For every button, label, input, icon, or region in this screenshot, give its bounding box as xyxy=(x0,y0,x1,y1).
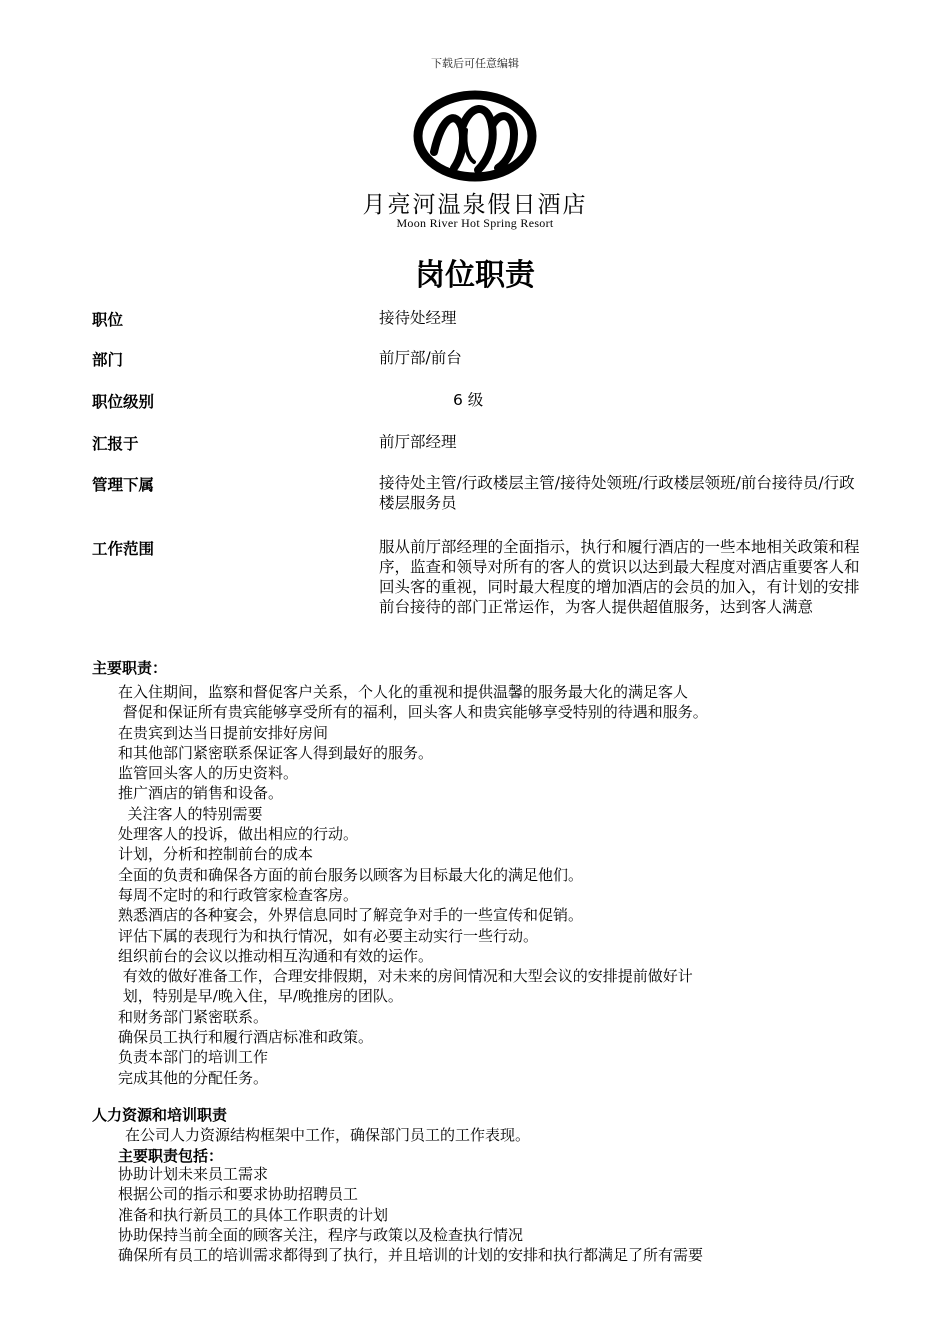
list-item: 完成其他的分配任务。 xyxy=(118,1068,269,1087)
list-item: 确保所有员工的培训需求都得到了执行，并且培训的计划的安排和执行都满足了所有需要 xyxy=(118,1246,704,1265)
field-value-position: 接待处经理 xyxy=(379,309,457,327)
list-item: 负责本部门的培训工作 xyxy=(118,1048,269,1067)
hr-duties-list xyxy=(118,1164,703,1265)
list-item: 在入住期间，监察和督促客户关系，个人化的重视和提供温馨的服务最大化的满足客人 xyxy=(118,683,689,701)
hr-duties-intro: 在公司人力资源结构框架中工作，确保部门员工的工作表现。 xyxy=(125,1126,531,1144)
list-item: 评估下属的表现行为和执行情况，如有必要主动实行一些行动。 xyxy=(118,926,539,945)
field-label-level: 职位级别 xyxy=(92,393,155,411)
list-item: 确保员工执行和履行酒店标准和政策。 xyxy=(118,1028,374,1047)
list-item: 处理客人的投诉，做出相应的行动。 xyxy=(118,825,359,844)
list-item: 在贵宾到达当日提前安排好房间 xyxy=(118,723,329,742)
list-item: 监管回头客人的历史资料。 xyxy=(118,764,299,783)
field-label-position: 职位 xyxy=(92,311,124,329)
list-item: 准备和执行新员工的具体工作职责的计划 xyxy=(118,1205,389,1224)
field-label-subordinates: 管理下属 xyxy=(92,476,155,494)
list-item: 每周不定时的和行政管家检查客房。 xyxy=(118,885,359,904)
field-value-department: 前厅部/前台 xyxy=(379,349,462,367)
hr-duties-heading: 人力资源和培训职责 xyxy=(92,1106,228,1124)
field-label-department: 部门 xyxy=(92,351,124,369)
list-item: 协助计划未来员工需求 xyxy=(118,1165,269,1183)
field-label-scope: 工作范围 xyxy=(92,540,155,558)
list-item: 全面的负责和确保各方面的前台服务以顾客为目标最大化的满足他们。 xyxy=(118,865,584,884)
hotel-name-chinese: 月亮河温泉假日酒店 xyxy=(362,192,588,218)
list-item: 关注客人的特别需要 xyxy=(118,804,263,823)
hr-duties-subheading: 主要职责包括： xyxy=(118,1147,224,1165)
list-item: 和财务部门紧密联系。 xyxy=(118,1007,269,1026)
list-item: 熟悉酒店的各种宴会，外界信息同时了解竞争对手的一些宣传和促销。 xyxy=(118,906,584,925)
field-value-reports-to: 前厅部经理 xyxy=(379,433,457,451)
field-value-level: 6 级 xyxy=(453,391,484,409)
list-item: 督促和保证所有贵宾能够享受所有的福利，回头客人和贵宾能够享受特别的待遇和服务。 xyxy=(118,703,708,722)
field-label-reports-to: 汇报于 xyxy=(92,435,139,453)
moon-river-logo-icon xyxy=(412,88,538,184)
list-item: 有效的做好准备工作，合理安排假期，对未来的房间情况和大型会议的安排提前做好计 xyxy=(118,967,693,986)
header-note: 下载后可任意编辑 xyxy=(431,57,519,70)
list-item: 推广酒店的销售和设备。 xyxy=(118,784,284,803)
list-item: 划，特别是早/晚入住，早/晚推房的团队。 xyxy=(118,987,403,1006)
hotel-name-english: Moon River Hot Spring Resort xyxy=(396,216,554,230)
list-item: 计划，分析和控制前台的成本 xyxy=(118,845,314,864)
list-item: 协助保持当前全面的顾客关注，程序与政策以及检查执行情况 xyxy=(118,1225,524,1244)
list-item: 和其他部门紧密联系保证客人得到最好的服务。 xyxy=(118,743,434,762)
list-item: 根据公司的指示和要求协助招聘员工 xyxy=(118,1185,359,1204)
field-value-subordinates: 接待处主管/行政楼层主管/接待处领班/行政楼层领班/前台接待员/行政楼层服务员 xyxy=(379,474,855,512)
main-duties-heading: 主要职责： xyxy=(92,659,168,677)
field-value-scope: 服从前厅部经理的全面指示，执行和履行酒店的一些本地相关政策和程序，监查和领导对所有的客人的赏识以达到最大程度对酒店重要客人和回头客的重视，同时最大程度的增加酒店的会员的加入，有计划的安排前台接待的部门正常运作，为客人提供超值服务，达到客人满意 xyxy=(379,538,860,616)
main-duties-list xyxy=(118,682,708,1088)
list-item: 组织前台的会议以推动相互沟通和有效的运作。 xyxy=(118,946,434,965)
page-title: 岗位职责 xyxy=(415,258,535,293)
